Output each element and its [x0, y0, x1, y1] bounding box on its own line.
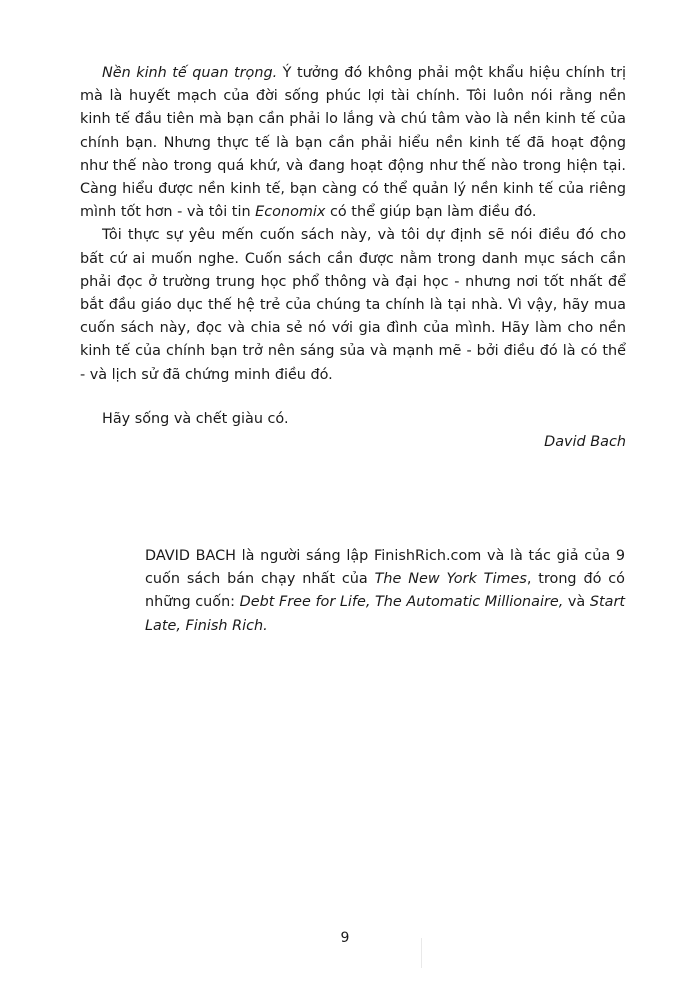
bio-publication: The New York Times [374, 571, 527, 588]
closing-line: Hãy sống và chết giàu có. [102, 410, 289, 427]
bio-text: DAVID BACH là người sáng lập FinishRich.com và là tác giả của 9 cuốn sách bán chạy nhất của [145, 548, 625, 588]
bio-book-titles: Debt Free for Life, The Automatic Millionaire, [239, 594, 564, 611]
author-signature: David Bach [544, 434, 626, 451]
foreword-body [80, 62, 626, 454]
author-bio [145, 545, 625, 638]
lead-phrase: Nền kinh tế quan trọng. [102, 65, 278, 81]
book-title-economix: Economix [255, 204, 326, 221]
paragraph-recommendation: Tôi thực sự yêu mến cuốn sách này, và tôi dự định sẽ nói điều đó cho bất cứ ai muốn nghe. Cuốn sách cần được nằm trong danh mục sách cần phải đọc ở trường trung học phổ thông và đại học - nhưng nơi tốt nhất để bắt đầu giáo dục thế hệ trẻ của chúng ta chính là tại nhà. Vì vậy, hãy mua cuốn sách này, đọc và chia sẻ nó với gia đình của mình. Hãy làm cho nền kinh tế của chính bạn trở nên sáng sủa và mạnh mẽ - bởi điều đó là có thể - và lịch sử đã chứng minh điều đó. [80, 227, 626, 383]
bio-book-title: Start Late, Finish Rich. [145, 594, 626, 634]
paragraph-economy-matters [80, 62, 626, 224]
paragraph-text: Ý tưởng đó không phải một khẩu hiệu chính trị mà là huyết mạch của đời sống phúc lợi tài chính. Tôi luôn nói rằng nền kinh tế đầu tiên mà bạn cần phải lo lắng và chú tâm vào là nền kinh tế của chính bạn. Nhưng thực tế là bạn cần phải hiểu nền kinh tế đã hoạt động như thế nào trong quá khứ, và đang hoạt động như thế nào trong hiện tại. Càng hiểu được nền kinh tế, bạn càng có thể quản lý nền kinh tế của riêng mình tốt hơn - và tôi tin [80, 65, 626, 221]
page-number: 9 [340, 930, 350, 946]
bio-paragraph [145, 545, 625, 638]
bio-text: , trong đó có những cuốn: [145, 571, 625, 611]
bio-text: và [563, 594, 590, 611]
paragraph-text: có thể giúp bạn làm điều đó. [325, 204, 537, 221]
scan-margin-line [421, 938, 422, 968]
